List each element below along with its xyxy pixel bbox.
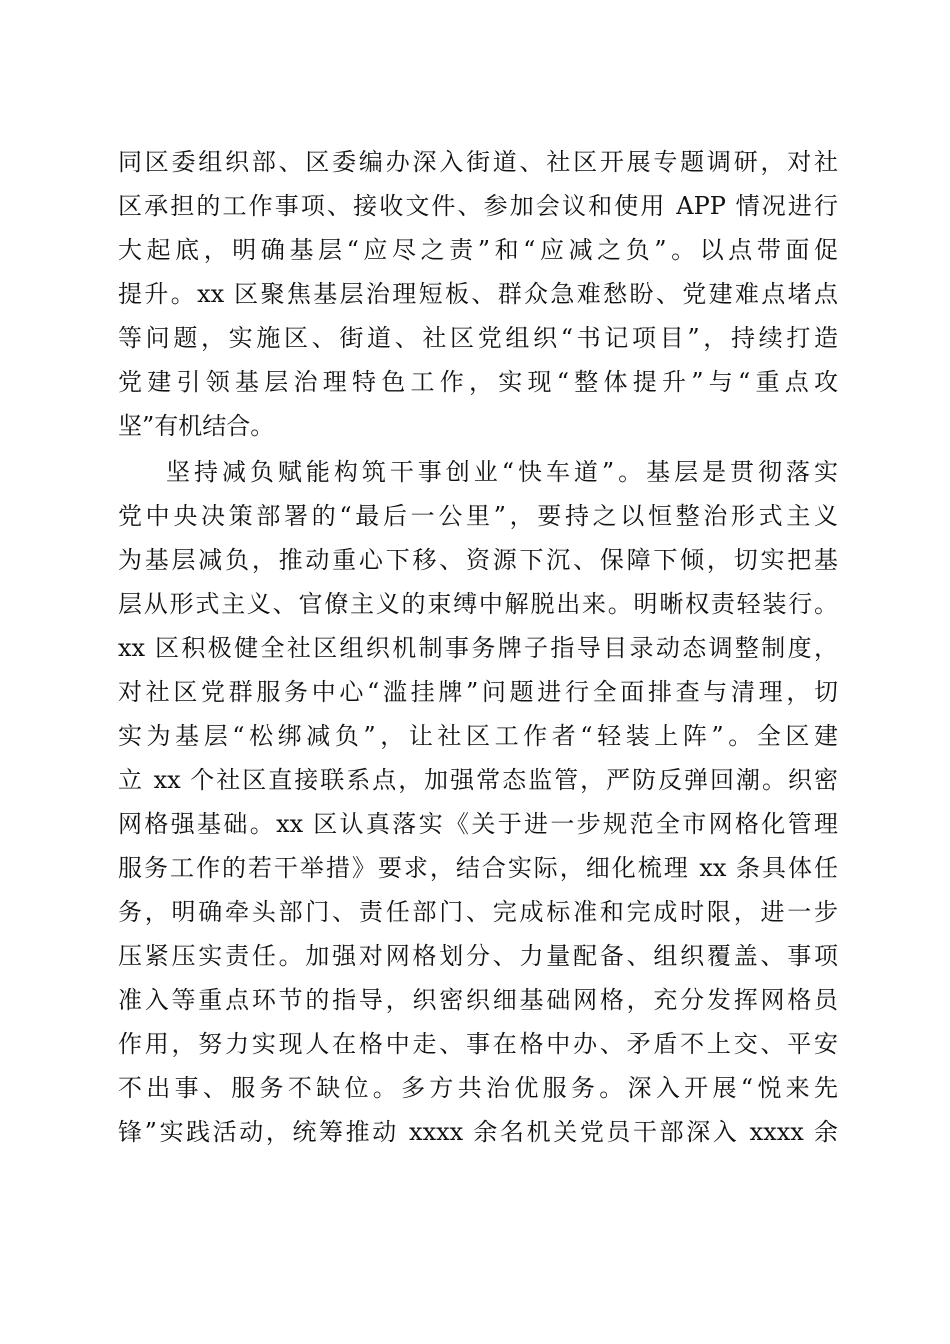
text-line: 立 xx 个社区直接联系点，加强常态监管，严防反弹回潮。织密 [118,766,838,794]
text-line: 党建引领基层治理特色工作，实现“整体提升”与“重点攻 [118,368,838,396]
text-line: 同区委组织部、区委编办深入街道、社区开展专题调研，对社 [118,148,838,176]
text-line: 坚”有机结合。 [118,412,275,440]
text-line: 提升。xx 区聚焦基层治理短板、群众急难愁盼、党建难点堵点 [118,280,838,308]
text-line: 压紧压实责任。加强对网格划分、力量配备、组织覆盖、事项 [118,942,838,970]
text-line: 实为基层“松绑减负”，让社区工作者“轻装上阵”。全区建 [118,722,838,750]
paragraph-first-line: 坚持减负赋能构筑干事创业“快车道”。基层是贯彻落实 [166,458,838,486]
text-line: xx 区积极健全社区组织机制事务牌子指导目录动态调整制度， [118,634,838,662]
text-line: 层从形式主义、官僚主义的束缚中解脱出来。明晰权责轻装行。 [118,590,838,618]
text-line: 服务工作的若干举措》要求，结合实际，细化梳理 xx 条具体任 [118,854,838,882]
text-line: 区承担的工作事项、接收文件、参加会议和使用 APP 情况进行 [118,192,838,220]
text-line: 党中央决策部署的“最后一公里”，要持之以恒整治形式主义 [118,502,838,530]
text-line: 等问题，实施区、街道、社区党组织“书记项目”，持续打造 [118,324,838,352]
text-line: 为基层减负，推动重心下移、资源下沉、保障下倾，切实把基 [118,546,838,574]
text-line: 网格强基础。xx 区认真落实《关于进一步规范全市网格化管理 [118,810,838,838]
text-line: 准入等重点环节的指导，织密织细基础网格，充分发挥网格员 [118,986,838,1014]
text-line: 作用，努力实现人在格中走、事在格中办、矛盾不上交、平安 [118,1030,838,1058]
text-line: 大起底，明确基层“应尽之责”和“应减之负”。以点带面促 [118,236,838,264]
text-line: 对社区党群服务中心“滥挂牌”问题进行全面排查与清理，切 [118,678,838,706]
text-line: 务，明确牵头部门、责任部门、完成标准和完成时限，进一步 [118,898,838,926]
text-line: 不出事、服务不缺位。多方共治优服务。深入开展“悦来先 [118,1074,838,1102]
text-line: 锋”实践活动，统筹推动 xxxx 余名机关党员干部深入 xxxx 余 [118,1118,838,1146]
